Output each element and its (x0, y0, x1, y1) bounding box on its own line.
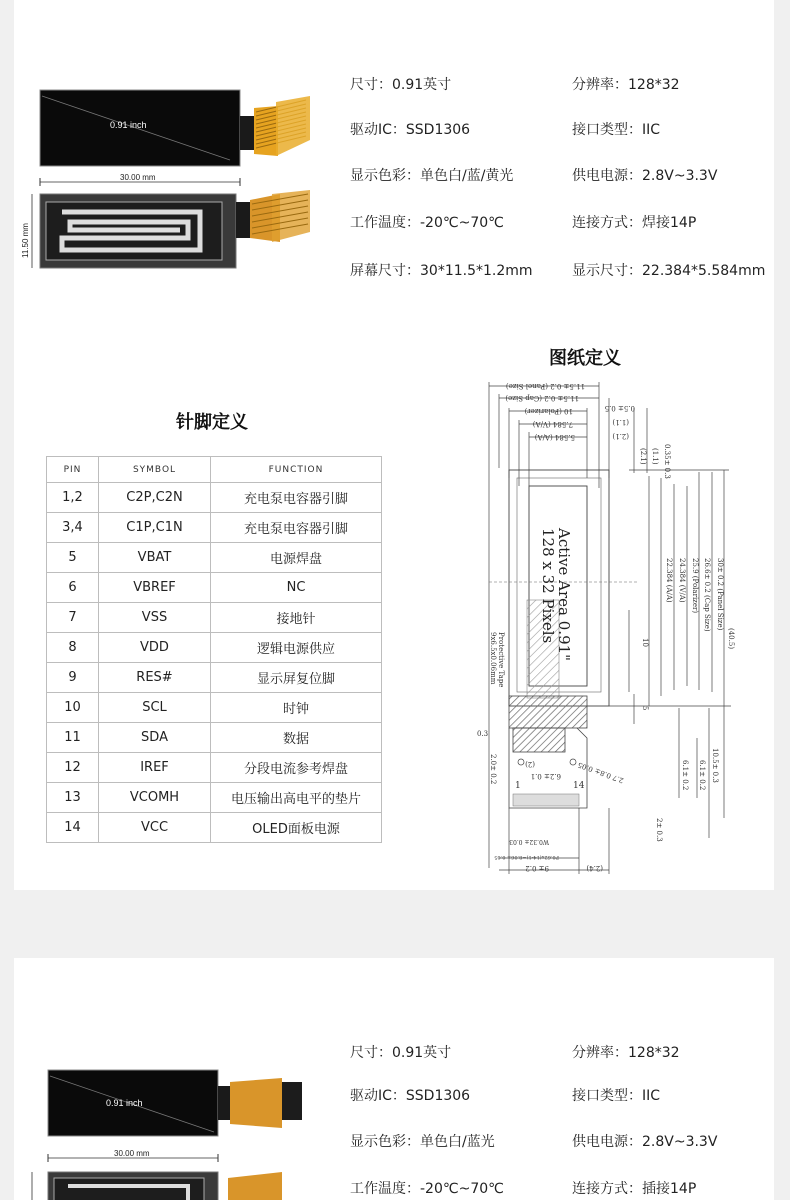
pin-cell: 5 (47, 543, 99, 573)
table-row (47, 543, 382, 573)
dim-r4: 26.6± 0.2 (Cap Size) (703, 558, 711, 632)
height-dim-label: 11.50 mm (21, 223, 30, 258)
dim-l3: 6.2± 0.1 (530, 772, 561, 780)
width-dim-label: 30.00 mm (114, 1149, 150, 1158)
symbol-cell: SCL (99, 693, 211, 723)
spec-size: 尺寸：0.91英寸 (350, 77, 452, 93)
protective-tape (509, 696, 587, 728)
dim-l1: 2.0± 0.2 (489, 754, 497, 785)
symbol-cell: VCC (99, 813, 211, 843)
col-symbol: SYMBOL (99, 457, 211, 483)
symbol-cell: VBREF (99, 573, 211, 603)
pin-section-title: 针脚定义 (176, 412, 248, 433)
dim-r2: (2.1) (639, 448, 647, 465)
spec-power: 供电电源：2.8V~3.3V (572, 1134, 718, 1150)
symbol-cell: VBAT (99, 543, 211, 573)
spec-size: 尺寸：0.91英寸 (350, 1045, 452, 1061)
tape-size-label: 9x6.5x0.06mm (489, 632, 497, 685)
dim-r0: 0.35± 0.3 (663, 444, 671, 479)
dim-r5: 25.9 (Polarizer) (691, 558, 699, 614)
spec-connection: 连接方式：插接14P (572, 1181, 697, 1197)
function-cell: NC (211, 573, 382, 603)
dim-l11: P0.62x(14-1)=8.06± 0.05 (494, 854, 559, 860)
function-cell: 充电泵电容器引脚 (211, 513, 382, 543)
drawing-section-title: 图纸定义 (549, 348, 621, 369)
spec-color: 显示色彩：单色白/蓝/黄光 (350, 168, 514, 184)
pin-cell: 8 (47, 633, 99, 663)
pin-cell: 3,4 (47, 513, 99, 543)
dim-r6: 24.384 (V/A) (678, 558, 686, 603)
function-cell: 接地针 (211, 603, 382, 633)
spec-driver-ic: 驱动IC：SSD1306 (350, 1088, 471, 1104)
pin-cell: 1,2 (47, 483, 99, 513)
spec-driver-ic: 驱动IC：SSD1306 (350, 122, 471, 138)
table-row (47, 753, 382, 783)
dim-l12: W0.32± 0.03 (509, 838, 549, 845)
spec-color: 显示色彩：单色白/蓝光 (350, 1134, 495, 1150)
table-row (47, 813, 382, 843)
active-area-label: Active Area 0.91" (555, 528, 573, 662)
function-cell: 电压输出高电平的垫片 (211, 783, 382, 813)
pin-cell: 7 (47, 603, 99, 633)
pin-cell: 11 (47, 723, 99, 753)
diag-label: 0.91 inch (106, 1098, 143, 1108)
dim-r10: 5 (641, 706, 649, 711)
function-cell: 充电泵电容器引脚 (211, 483, 382, 513)
dim-r1: (1.1) (651, 448, 659, 465)
dim-polarizer: 10 (Polarizer) (524, 407, 573, 415)
oled-module-image-1 (20, 82, 320, 278)
spec-power: 供电电源：2.8V~3.3V (572, 168, 718, 184)
spec-display-size: 显示尺寸：22.384*5.584mm (572, 263, 766, 279)
dim-l2: (2) (525, 760, 535, 768)
dim-l8: 6.1± 0.2 (698, 760, 706, 791)
spec-resolution: 分辨率：128*32 (572, 1045, 680, 1061)
dim-l0: 0.3 (477, 730, 489, 738)
product-card-2 (14, 958, 774, 1200)
pixels-label: 128 x 32 Pixels (539, 528, 557, 644)
table-row (47, 633, 382, 663)
function-cell: 分段电流参考焊盘 (211, 753, 382, 783)
function-cell: 逻辑电源供应 (211, 633, 382, 663)
pin-cell: 14 (47, 813, 99, 843)
table-row (47, 483, 382, 513)
dim-offset-b: (1.1) (612, 418, 629, 426)
width-dim-label: 30.00 mm (120, 173, 156, 182)
symbol-cell: C2P,C2N (99, 483, 211, 513)
table-row (47, 783, 382, 813)
spec-screen-size: 屏幕尺寸：30*11.5*1.2mm (350, 263, 533, 279)
function-cell: 时钟 (211, 693, 382, 723)
product-card-1 (14, 0, 774, 890)
dim-l14: (2.4) (586, 864, 603, 872)
spec-interface: 接口类型：IIC (572, 1088, 661, 1104)
pin-1-label: 1 (515, 781, 521, 791)
symbol-cell: IREF (99, 753, 211, 783)
dim-va: 7.584 (V/A) (532, 420, 573, 428)
dim-r7: 22.384 (A/A) (665, 558, 673, 603)
pin-14-label: 14 (573, 781, 585, 791)
table-row (47, 573, 382, 603)
dim-offset-a: 0.5± 0.5 (604, 404, 635, 412)
diag-label: 0.91 inch (110, 120, 147, 130)
dim-l4: 2.7 0.8± 0.05 (576, 760, 625, 785)
dim-l9: 6.1± 0.2 (681, 760, 689, 791)
oled-module-image-2 (28, 1060, 328, 1200)
pin-cell: 9 (47, 663, 99, 693)
spec-interface: 接口类型：IIC (572, 122, 661, 138)
pin-cell: 6 (47, 573, 99, 603)
table-row (47, 663, 382, 693)
dim-r3: 30± 0.2 (Panel Size) (716, 558, 724, 631)
pin-cell: 12 (47, 753, 99, 783)
symbol-cell: VSS (99, 603, 211, 633)
dim-l7: 10.5± 0.3 (711, 748, 719, 783)
table-row (47, 513, 382, 543)
pin-table (46, 456, 382, 843)
symbol-cell: VCOMH (99, 783, 211, 813)
function-cell: OLED面板电源 (211, 813, 382, 843)
pin-table-header (47, 457, 382, 483)
tape-label: Protective Tape (497, 632, 505, 688)
table-row (47, 723, 382, 753)
dim-r8: (40.5) (727, 628, 735, 650)
pin-cell: 10 (47, 693, 99, 723)
dim-offset-c: (2.1) (612, 432, 629, 440)
dim-cap-size: 11.5± 0.2 (Cap Size) (505, 394, 579, 402)
symbol-cell: SDA (99, 723, 211, 753)
symbol-cell: VDD (99, 633, 211, 663)
spec-temperature: 工作温度：-20℃~70℃ (350, 215, 504, 231)
dim-panel-size: 11.5± 0.2 (Panel Size) (505, 382, 585, 390)
table-row (47, 693, 382, 723)
symbol-cell: RES# (99, 663, 211, 693)
function-cell: 电源焊盘 (211, 543, 382, 573)
col-function: FUNCTION (211, 457, 382, 483)
table-row (47, 603, 382, 633)
mechanical-drawing (469, 378, 739, 878)
function-cell: 数据 (211, 723, 382, 753)
spec-temperature: 工作温度：-20℃~70℃ (350, 1181, 504, 1197)
dim-aa: 5.584 (A/A) (534, 433, 575, 441)
dim-l10: 2± 0.3 (655, 818, 663, 842)
col-pin: PIN (47, 457, 99, 483)
dim-l13: 9± 0.2 (525, 864, 549, 872)
function-cell: 显示屏复位脚 (211, 663, 382, 693)
symbol-cell: C1P,C1N (99, 513, 211, 543)
dim-r9: 10 (641, 638, 649, 647)
pin-cell: 13 (47, 783, 99, 813)
spec-connection: 连接方式：焊接14P (572, 215, 697, 231)
spec-resolution: 分辨率：128*32 (572, 77, 680, 93)
